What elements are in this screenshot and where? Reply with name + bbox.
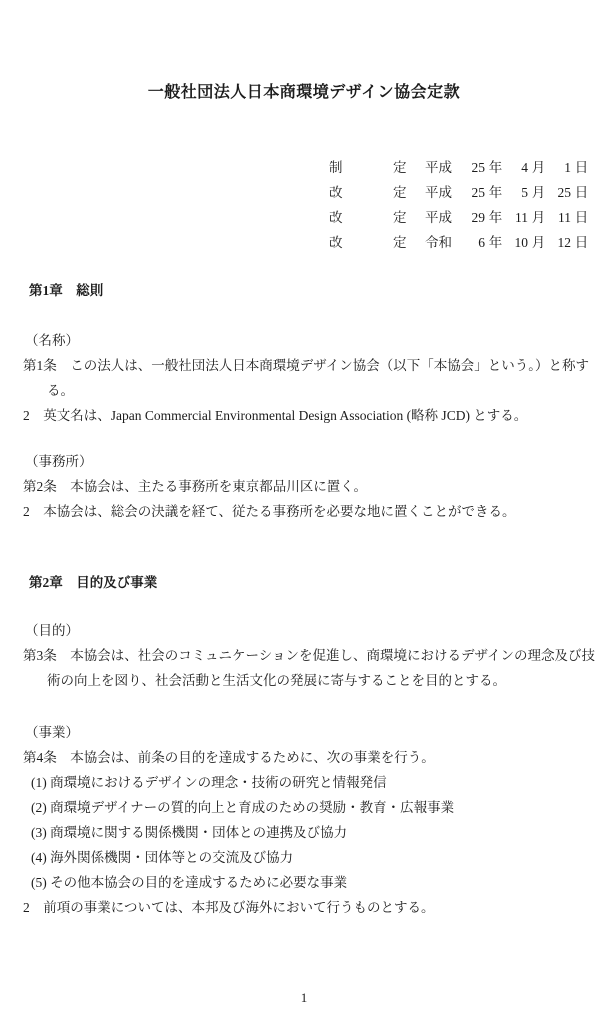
enumerated-item: (4) 海外関係機関・団体等との交流及び協力	[31, 850, 294, 865]
revision-date-year: 6	[478, 235, 485, 250]
revision-date-era: 令和	[425, 235, 452, 250]
revision-date-day: 12	[557, 235, 571, 250]
year-unit: 年	[488, 160, 503, 175]
chapter-heading: 第1章 総則	[29, 283, 104, 298]
document-title: 一般社団法人日本商環境デザイン協会定款	[147, 84, 461, 101]
revision-date-year: 25	[471, 185, 485, 200]
enumerated-item: (2) 商環境デザイナーの質的向上と育成のための奨励・教育・広報事業	[31, 800, 455, 815]
revision-row	[329, 230, 590, 255]
revision-action: 制	[329, 160, 343, 175]
enumerated-item: (3) 商環境に関する関係機関・団体との連携及び協力	[31, 825, 348, 840]
article-label: （名称）	[25, 333, 79, 348]
revision-date-era: 平成	[425, 210, 452, 225]
revision-date-day: 25	[557, 185, 571, 200]
body-line: 2 前項の事業については、本邦及び海外において行うものとする。	[23, 900, 435, 915]
article-label: （目的）	[25, 623, 79, 638]
day-unit: 日	[574, 210, 589, 225]
page-number: 1	[300, 990, 308, 1005]
day-unit: 日	[574, 235, 589, 250]
revision-date-month: 5	[521, 185, 528, 200]
month-unit: 月	[531, 210, 546, 225]
revision-verb: 定	[393, 235, 407, 250]
year-unit: 年	[488, 185, 503, 200]
revision-row	[329, 180, 590, 205]
revision-date-day: 1	[564, 160, 571, 175]
chapter-heading: 第2章 目的及び事業	[29, 575, 158, 590]
body-line: 第1条 この法人は、一般社団法人日本商環境デザイン協会（以下「本協会」という。）と称す	[23, 358, 590, 373]
revision-date-month: 10	[514, 235, 528, 250]
month-unit: 月	[531, 185, 546, 200]
enumerated-item: (5) その他本協会の目的を達成するために必要な事業	[31, 875, 348, 890]
revision-date-year: 29	[471, 210, 485, 225]
revision-action: 改	[329, 235, 343, 250]
revision-history	[0, 155, 608, 255]
revision-verb: 定	[393, 210, 407, 225]
article-label: （事務所）	[25, 454, 93, 469]
enumerated-item: (1) 商環境におけるデザインの理念・技術の研究と情報発信	[31, 775, 387, 790]
day-unit: 日	[574, 185, 589, 200]
year-unit: 年	[488, 235, 503, 250]
revision-date-year: 25	[471, 160, 485, 175]
year-unit: 年	[488, 210, 503, 225]
day-unit: 日	[574, 160, 589, 175]
month-unit: 月	[531, 160, 546, 175]
revision-row	[329, 205, 590, 230]
revision-date-month: 11	[515, 210, 528, 225]
month-unit: 月	[531, 235, 546, 250]
revision-verb: 定	[393, 160, 407, 175]
article-label: （事業）	[25, 725, 79, 740]
body-line: 第4条 本協会は、前条の目的を達成するために、次の事業を行う。	[23, 750, 435, 765]
revision-row	[329, 155, 590, 180]
revision-verb: 定	[393, 185, 407, 200]
revision-date-month: 4	[521, 160, 528, 175]
revision-date-era: 平成	[425, 160, 452, 175]
body-line-continuation: 術の向上を図り、社会活動と生活文化の発展に寄与することを目的とする。	[47, 673, 506, 688]
revision-action: 改	[329, 210, 343, 225]
body-line: 2 本協会は、総会の決議を経て、従たる事務所を必要な地に置くことができる。	[23, 504, 516, 519]
body-line: 第2条 本協会は、主たる事務所を東京都品川区に置く。	[23, 479, 367, 494]
body-line: 2 英文名は、Japan Commercial Environmental Design Association (略称 JCD) とする。	[23, 408, 528, 423]
body-line: 第3条 本協会は、社会のコミュニケーションを促進し、商環境におけるデザインの理念及び技	[23, 648, 595, 663]
revision-action: 改	[329, 185, 343, 200]
document-body	[0, 278, 608, 920]
body-line-continuation: る。	[47, 383, 74, 398]
revision-date-day: 11	[558, 210, 571, 225]
revision-date-era: 平成	[425, 185, 452, 200]
